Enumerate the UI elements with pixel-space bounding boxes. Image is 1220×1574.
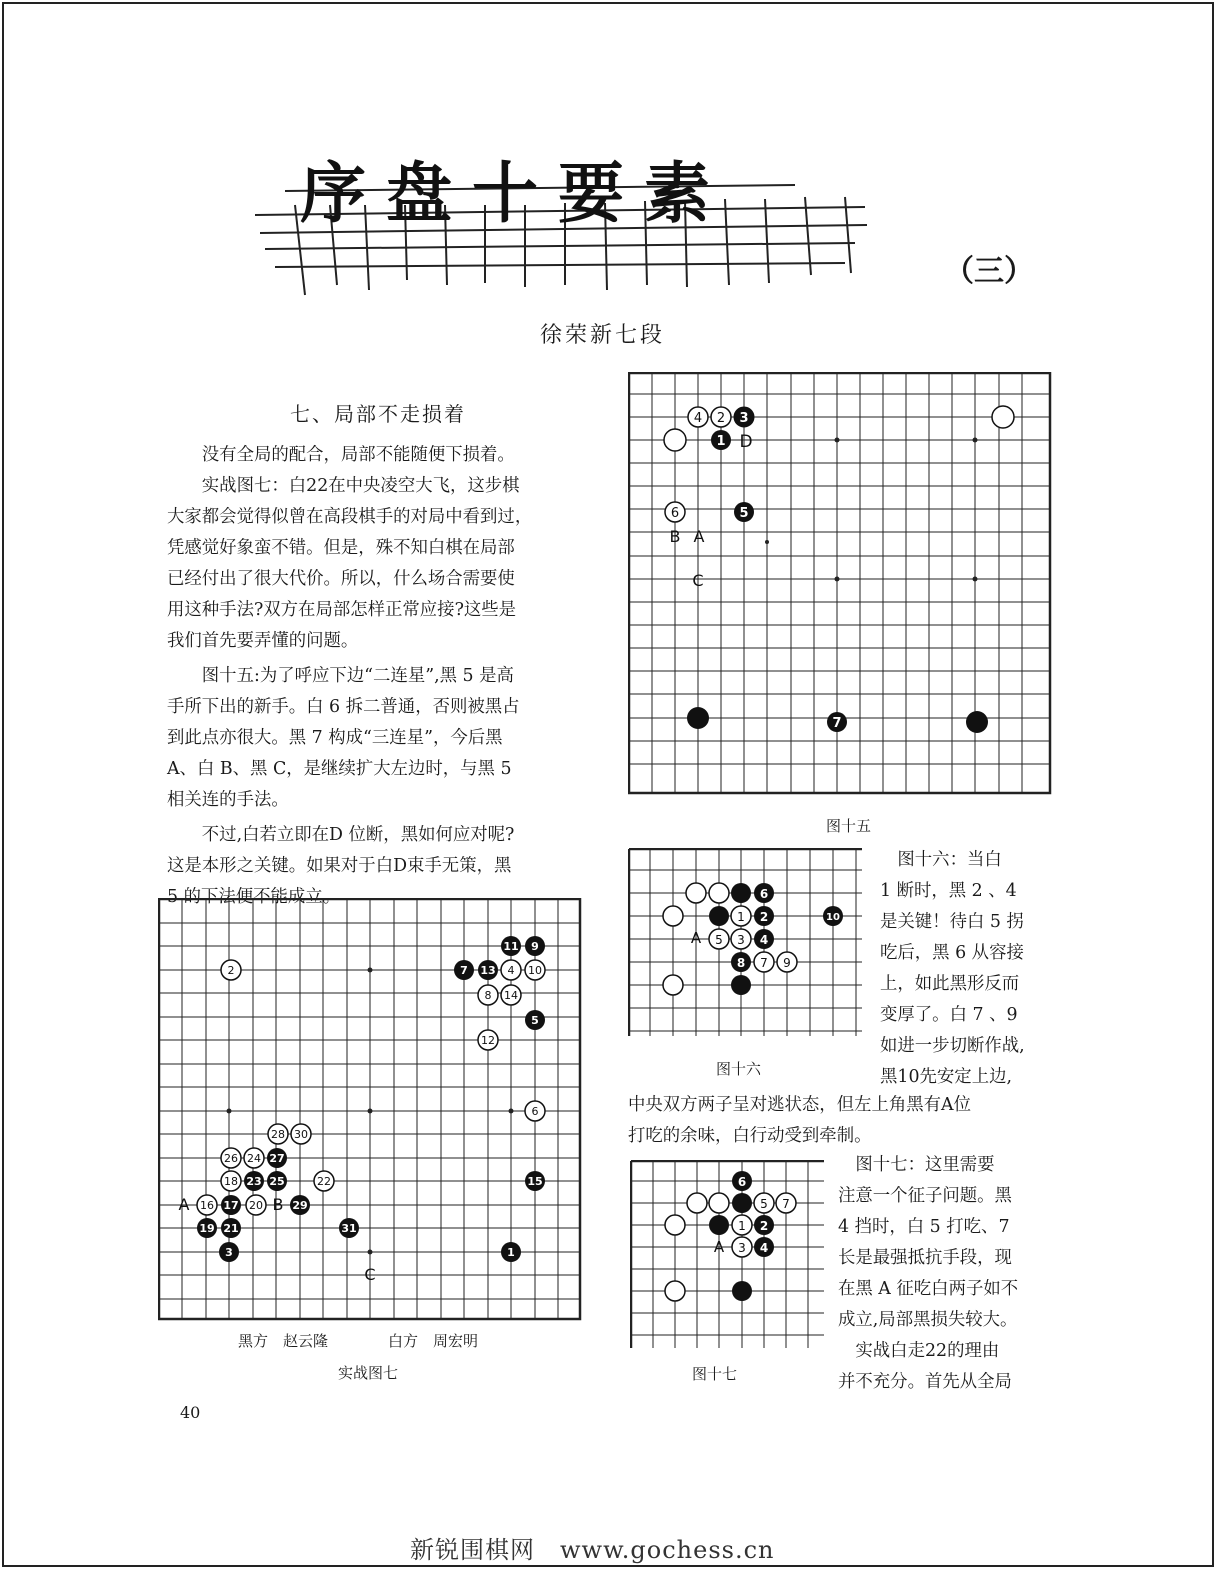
white-stone xyxy=(709,883,729,903)
black-stone xyxy=(709,1215,729,1235)
part-label: （三） xyxy=(944,254,1034,289)
move-number: 12 xyxy=(481,1034,495,1047)
text-line: 注意一个征子问题。黑 xyxy=(838,1186,1012,1206)
author: 徐荣新七段 xyxy=(540,323,666,348)
move-number: 13 xyxy=(480,964,496,977)
text-line: 图十六：当白 xyxy=(880,850,1002,870)
move-number: 19 xyxy=(199,1222,215,1235)
text-line: 没有全局的配合，局部不能随便下损着。 xyxy=(167,445,515,465)
caption-fig16: 图十六 xyxy=(716,1060,762,1078)
text-line: 这是本形之关键。如果对于白D束手无策，黑 xyxy=(167,856,512,876)
text-line: 相关连的手法。 xyxy=(167,790,289,810)
move-number: 5 xyxy=(715,933,723,947)
white-stone xyxy=(686,883,706,903)
diagram-fig16 xyxy=(628,848,864,1038)
move-number: 6 xyxy=(531,1105,539,1118)
point-label: C xyxy=(364,1265,376,1284)
move-number: 29 xyxy=(292,1199,308,1212)
text-line: 并不充分。首先从全局 xyxy=(838,1372,1012,1392)
caption-game7: 实战图七 xyxy=(338,1364,399,1382)
text-line: 变厚了。白 7 、9 xyxy=(880,1005,1018,1025)
fig16-text xyxy=(880,845,1025,1093)
move-number: 6 xyxy=(737,1175,747,1189)
text-line: A、白 B、黑 C，是继续扩大左边时，与黑 5 xyxy=(167,759,512,779)
point-label: B xyxy=(669,527,681,546)
text-line: 5 的下法便不能成立。 xyxy=(167,887,341,907)
move-number: 4 xyxy=(693,411,703,426)
page-number: 40 xyxy=(180,1403,201,1422)
text-line: 不过,白若立即在D 位断，黑如何应对呢? xyxy=(167,825,515,845)
point-label: A xyxy=(713,1238,725,1256)
move-number: 1 xyxy=(507,1246,515,1259)
move-number: 18 xyxy=(224,1175,238,1188)
move-number: 6 xyxy=(759,887,769,901)
text-line: 打吃的余味，白行动受到牵制。 xyxy=(628,1126,872,1146)
move-number: 14 xyxy=(504,989,518,1002)
move-number: 2 xyxy=(227,964,235,977)
move-number: 22 xyxy=(317,1175,331,1188)
text-line: 吃后，黑 6 从容接 xyxy=(880,943,1024,963)
move-number: 9 xyxy=(531,940,539,953)
text-line: 图十七：这里需要 xyxy=(838,1155,995,1175)
black-stone xyxy=(966,711,988,733)
point-label: D xyxy=(739,432,753,452)
white-stone xyxy=(663,975,683,995)
move-number: 7 xyxy=(760,956,768,970)
move-number: 17 xyxy=(223,1199,239,1212)
move-number: 8 xyxy=(736,956,746,970)
move-number: 3 xyxy=(225,1246,233,1259)
move-number: 5 xyxy=(531,1014,539,1027)
move-number: 7 xyxy=(460,964,468,977)
text-line: 大家都会觉得似曾在高段棋手的对局中看到过， xyxy=(167,507,533,527)
left-column-text xyxy=(167,440,532,913)
diagram-fig17 xyxy=(630,1160,826,1350)
point-label: A xyxy=(690,929,702,947)
text-line: 实战白走22的理由 xyxy=(838,1341,1000,1361)
point-label: A xyxy=(693,527,705,546)
move-number: 3 xyxy=(739,411,749,426)
move-number: 2 xyxy=(759,910,769,924)
text-line: 黑10先安定上边, xyxy=(880,1067,1013,1087)
text-line: 成立,局部黑损失较大。 xyxy=(838,1310,1018,1330)
move-number: 4 xyxy=(507,964,515,977)
move-number: 6 xyxy=(670,506,680,521)
move-number: 27 xyxy=(269,1152,285,1165)
point-label: A xyxy=(178,1195,190,1214)
white-stone xyxy=(664,429,686,451)
move-number: 4 xyxy=(759,933,769,947)
page-title: 序盘十要素 xyxy=(300,155,730,232)
white-stone xyxy=(709,1193,729,1213)
diagram-game7 xyxy=(158,898,582,1322)
text-line: 如进一步切断作战, xyxy=(880,1036,1025,1056)
fig16-continued-text xyxy=(628,1090,971,1152)
point-label: B xyxy=(272,1195,284,1214)
move-number: 9 xyxy=(783,956,791,970)
move-number: 24 xyxy=(247,1152,261,1165)
caption-fig15: 图十五 xyxy=(826,817,872,835)
text-line: 到此点亦很大。黑 7 构成“三连星”，今后黑 xyxy=(167,728,503,748)
move-number: 10 xyxy=(528,964,542,977)
text-line: 图十五:为了呼应下边“二连星”,黑 5 是高 xyxy=(167,666,514,686)
text-line: 用这种手法?双方在局部怎样正常应接?这些是 xyxy=(167,600,517,620)
move-number: 10 xyxy=(826,912,840,923)
text-line: 我们首先要弄懂的问题。 xyxy=(167,631,359,651)
move-number: 21 xyxy=(223,1222,239,1235)
white-stone xyxy=(687,1193,707,1213)
point-label: C xyxy=(692,571,704,590)
move-number: 23 xyxy=(246,1175,262,1188)
move-number: 4 xyxy=(759,1241,769,1255)
text-line: 中央双方两子呈对逃状态，但左上角黑有A位 xyxy=(628,1095,971,1115)
move-number: 7 xyxy=(782,1197,790,1211)
white-stone xyxy=(665,1281,685,1301)
move-number: 1 xyxy=(737,910,745,924)
black-stone xyxy=(732,1281,752,1301)
white-stone xyxy=(665,1215,685,1235)
text-line: 在黑 A 征吃白两子如不 xyxy=(838,1279,1019,1299)
move-number: 5 xyxy=(739,506,749,521)
move-number: 5 xyxy=(760,1197,768,1211)
move-number: 26 xyxy=(224,1152,238,1165)
move-number: 8 xyxy=(484,989,492,1002)
text-line: 1 断时，黑 2 、4 xyxy=(880,881,1017,901)
players-caption: 黑方 赵云隆 白方 周宏明 xyxy=(238,1332,479,1350)
move-number: 3 xyxy=(737,933,745,947)
move-number: 3 xyxy=(738,1241,746,1255)
text-line: 已经付出了很大代价。所以，什么场合需要使 xyxy=(167,569,515,589)
move-number: 28 xyxy=(271,1128,285,1141)
black-stone xyxy=(731,975,751,995)
text-line: 上，如此黑形反而 xyxy=(880,974,1020,994)
section-heading: 七、局部不走损着 xyxy=(290,402,466,426)
black-stone xyxy=(731,883,751,903)
caption-fig17: 图十七 xyxy=(692,1365,738,1383)
move-number: 1 xyxy=(716,434,726,449)
move-number: 20 xyxy=(249,1199,263,1212)
text-line: 实战图七：白22在中央凌空大飞，这步棋 xyxy=(167,476,520,496)
move-number: 30 xyxy=(294,1128,308,1141)
move-number: 2 xyxy=(716,411,726,426)
fig17-text xyxy=(838,1150,1018,1398)
text-line: 是关键！待白 5 拐 xyxy=(880,912,1024,932)
text-line: 4 挡时，白 5 打吃、7 xyxy=(838,1217,1010,1237)
move-number: 1 xyxy=(738,1219,746,1233)
white-stone xyxy=(663,906,683,926)
diagram-fig15 xyxy=(628,372,1052,796)
text-line: 凭感觉好象蛮不错。但是，殊不知白棋在局部 xyxy=(167,538,515,558)
move-number: 16 xyxy=(200,1199,214,1212)
move-number: 2 xyxy=(759,1219,769,1233)
move-number: 11 xyxy=(503,940,519,953)
move-number: 31 xyxy=(341,1222,357,1235)
text-line: 长是最强抵抗手段，现 xyxy=(838,1248,1012,1268)
text-line: 手所下出的新手。白 6 拆二普通，否则被黑占 xyxy=(167,697,520,717)
black-stone xyxy=(687,707,709,729)
black-stone xyxy=(709,906,729,926)
white-stone xyxy=(992,406,1014,428)
black-stone xyxy=(732,1193,752,1213)
footer-watermark: 新锐围棋网 www.gochess.cn xyxy=(410,1536,775,1564)
move-number: 7 xyxy=(832,716,842,731)
move-number: 15 xyxy=(527,1175,543,1188)
move-number: 25 xyxy=(269,1175,285,1188)
